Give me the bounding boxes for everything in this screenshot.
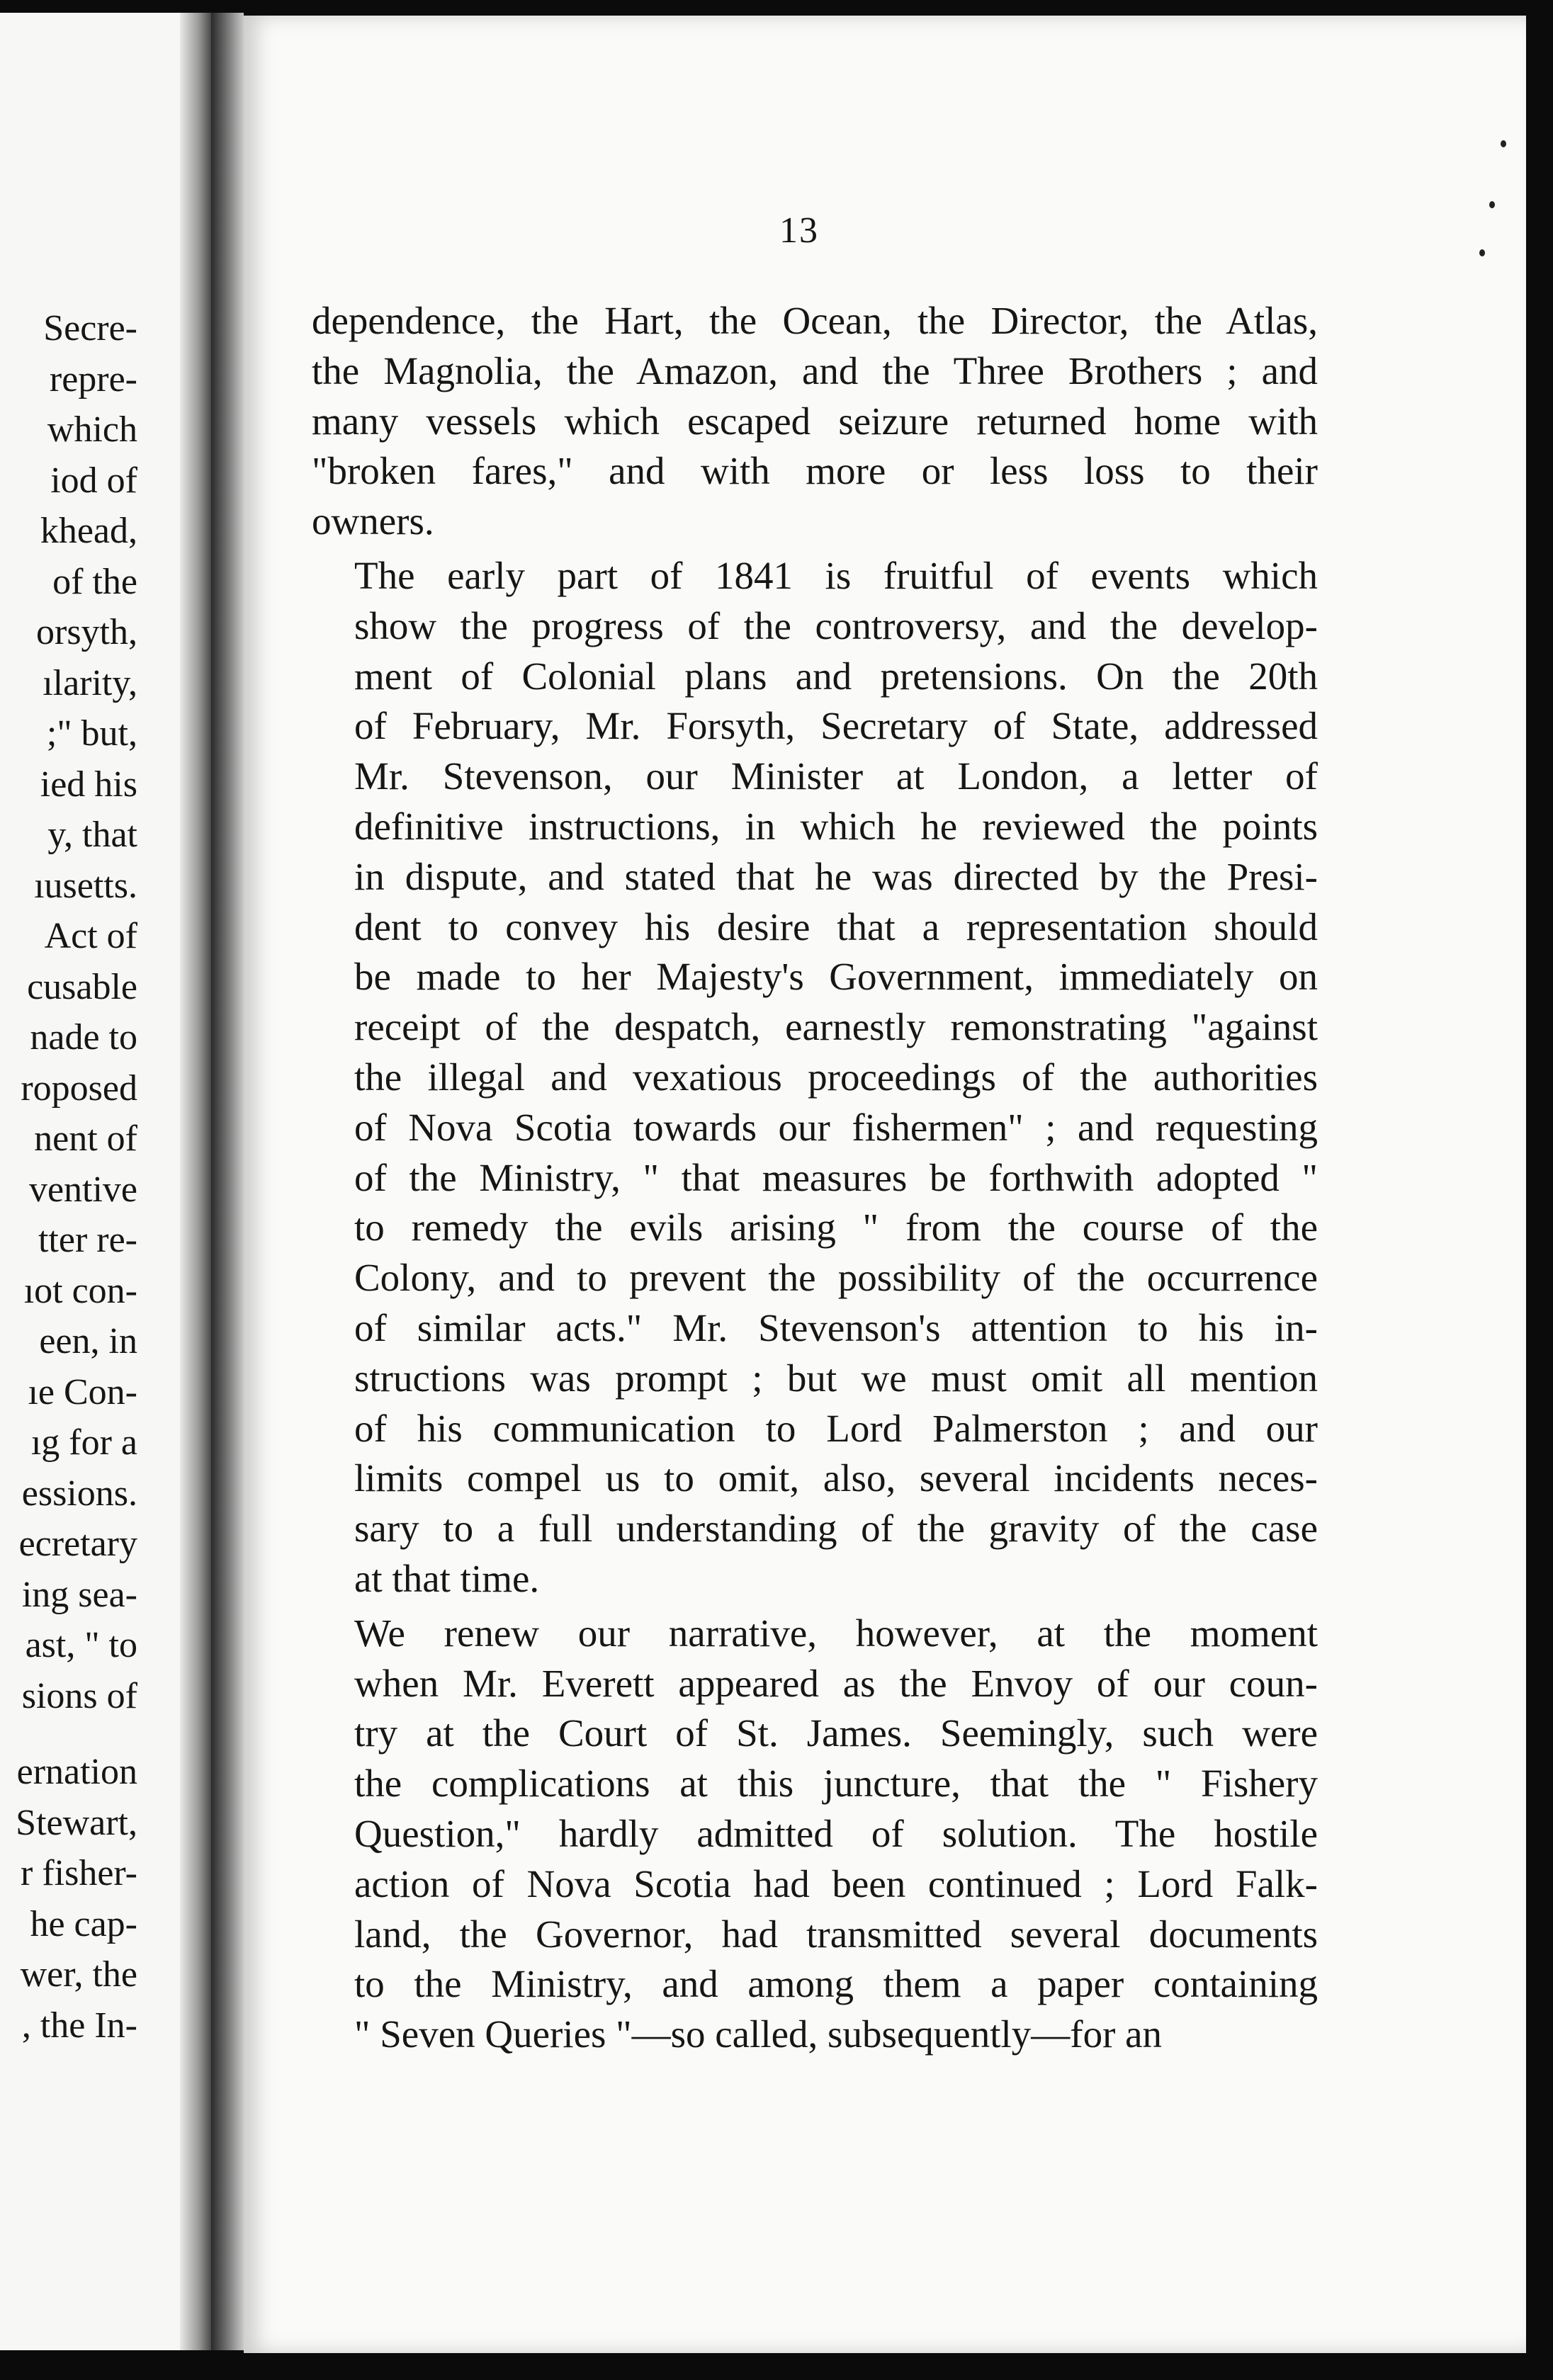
left-fragment-line: roposed [21,1067,137,1109]
speck [1501,140,1506,147]
left-fragment-line: ecretary [18,1524,137,1564]
text-line: sary to a full understanding of the gravity of the case [354,1507,1318,1551]
text-line: Colony, and to prevent the possibility of the occurrence [354,1256,1318,1300]
text-line: We renew our narrative, however, at the moment [354,1611,1318,1655]
speck [1489,201,1495,208]
paragraph [312,296,1318,547]
text-line: definitive instructions, in which he reviewed the points [354,804,1318,848]
text-line: to the Ministry, and among them a paper containing [354,1962,1318,2006]
left-fragment-line: Stewart, [16,1802,137,1843]
left-fragment-line: which [47,409,137,450]
text-line: land, the Governor, had transmitted several documents [354,1912,1318,1956]
text-line: of Nova Scotia towards our fishermen" ; and requesting [354,1105,1318,1149]
text-line: Mr. Stevenson, our Minister at London, a letter of [354,754,1318,798]
paragraph [312,1609,1318,2060]
text-line: of the Ministry, " that measures be forthwith adopted " [354,1155,1318,1199]
text-line: when Mr. Everett appeared as the Envoy of our coun- [354,1661,1318,1705]
left-fragment-line: ventive [28,1169,137,1210]
left-fragment-line: cusable [27,966,137,1007]
left-fragment-line: tter re- [38,1220,137,1260]
left-fragment-line: nade to [30,1017,137,1058]
left-fragment-line: wer, the [20,1954,137,1995]
text-line: owners. [312,499,434,543]
left-fragment-line: ast, " to [25,1625,137,1665]
text-line: of similar acts." Mr. Stevenson's attention to his in- [354,1305,1318,1349]
left-fragment-line: ıe Con- [28,1371,137,1412]
text-line: show the progress of the controversy, and the develop- [354,604,1318,647]
text-line: limits compel us to omit, also, several incidents neces- [354,1456,1318,1500]
body-text [312,296,1318,2060]
text-line: in dispute, and stated that he was directed by the Presi- [354,854,1318,898]
text-line: the Magnolia, the Amazon, and the Three Brothers ; and [312,348,1318,392]
left-fragment-line: Secre- [43,308,137,348]
left-fragment-line: ıg for a [30,1422,137,1463]
book-gutter [211,13,244,2350]
left-fragment-line: ıot con- [23,1270,137,1311]
left-fragment-line: repre- [49,358,137,400]
left-fragment-line: nent of [34,1118,137,1159]
left-page-edge [0,13,211,2350]
text-line: try at the Court of St. James. Seemingly, such were [354,1711,1318,1755]
text-line: many vessels which escaped seizure returned home with [312,399,1318,443]
left-page-fragments [0,303,137,2051]
paragraph [312,551,1318,1604]
left-fragment-line: of the [52,561,137,602]
text-line: of his communication to Lord Palmerston ; and our [354,1406,1318,1450]
left-fragment-line: ing sea- [21,1574,137,1615]
text-line: The early part of 1841 is fruitful of events which [354,553,1318,597]
left-fragment-line: orsyth, [36,612,137,652]
text-line: ment of Colonial plans and pretensions. On the 20th [354,654,1318,698]
left-fragment-line: essions. [21,1473,137,1514]
left-fragment-line: ;" but, [46,713,137,754]
text-line: action of Nova Scotia had been continued ; Lord Falk- [354,1862,1318,1905]
text-line: be made to her Majesty's Government, immediately on [354,955,1318,999]
left-fragment-line: sions of [21,1675,137,1716]
page-number: 13 [779,210,819,251]
left-fragment-line: een, in [39,1321,137,1361]
left-fragment-line: he cap- [30,1903,137,1944]
text-line: to remedy the evils arising " from the course of the [354,1206,1318,1250]
left-fragment-line: ıusetts. [34,865,137,906]
text-line: at that time. [354,1556,540,1600]
left-fragment-line: y, that [47,815,137,855]
text-line: the illegal and vexatious proceedings of the authorities [354,1055,1318,1099]
text-line: structions was prompt ; but we must omit all mention [354,1356,1318,1400]
text-line: " Seven Queries "—so called, subsequently—for an [354,2012,1163,2056]
text-line: receipt of the despatch, earnestly remonstrating "against [354,1005,1318,1049]
left-fragment-line: ernation [16,1752,137,1792]
text-line: Question," hardly admitted of solution. The hostile [354,1811,1318,1855]
left-page-binding-shadow [180,13,211,2350]
speck [1479,249,1485,256]
left-fragment-line: ılarity, [43,662,137,703]
left-fragment-line: , the In- [21,2005,137,2046]
text-line: dent to convey his desire that a representation should [354,905,1318,948]
left-fragment-line: ied his [40,764,137,805]
text-line: "broken fares," and with more or less loss to their [312,449,1318,493]
text-line: dependence, the Hart, the Ocean, the Director, the Atlas, [312,299,1318,342]
left-fragment-line: Act of [44,916,137,956]
left-fragment-line: iod of [50,460,137,501]
left-fragment-line: r fisher- [21,1853,137,1893]
left-fragment-line: khead, [40,511,137,551]
text-line: the complications at this juncture, that the " Fishery [354,1762,1318,1806]
text-line: of February, Mr. Forsyth, Secretary of State, addressed [354,704,1318,748]
